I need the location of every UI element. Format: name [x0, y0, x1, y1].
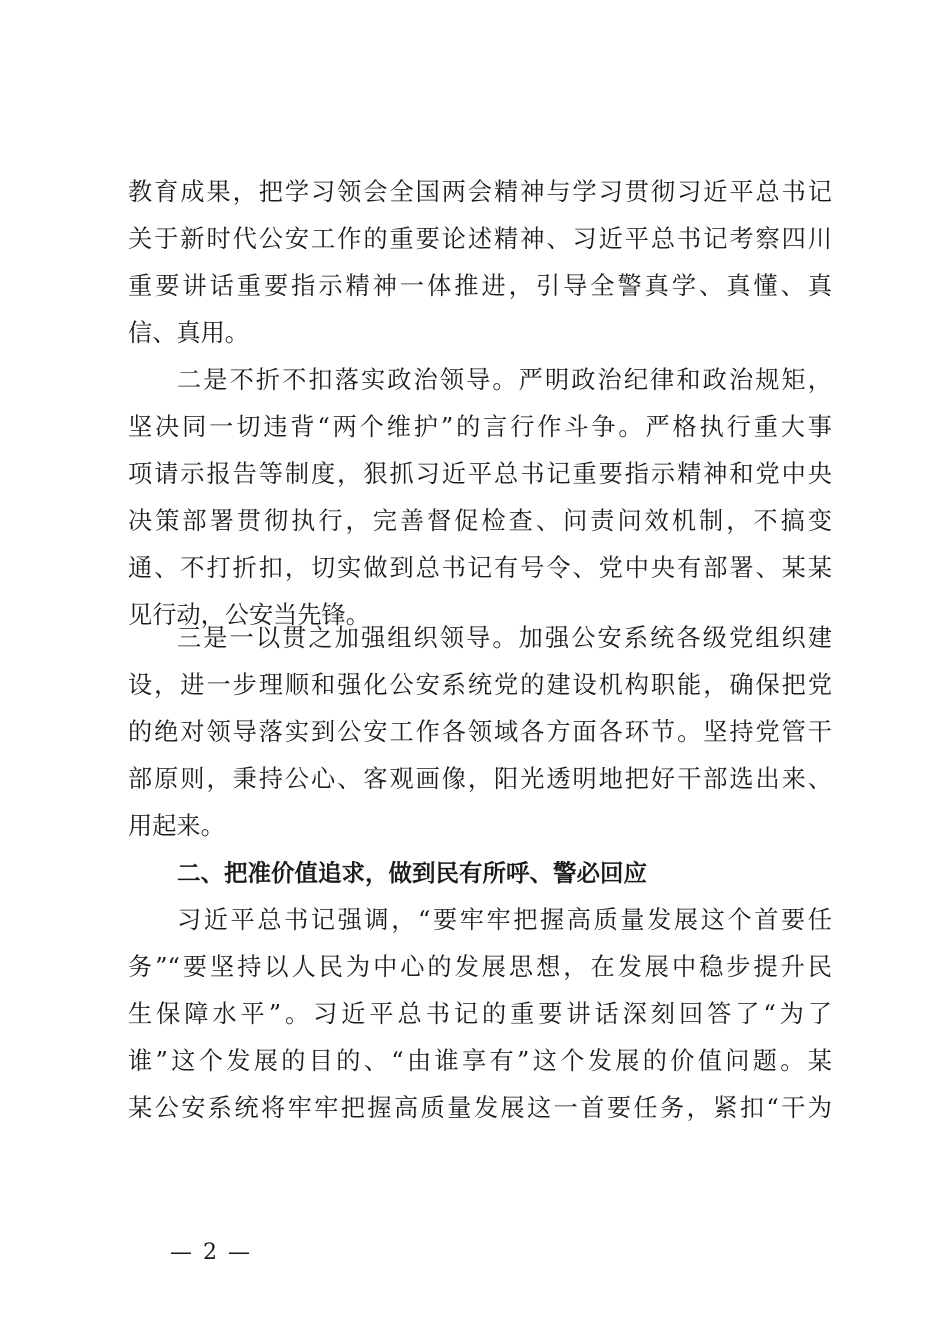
text-line: 用起来。: [128, 812, 225, 840]
text-line: 设，进一步理顺和强化公安系统党的建设机构职能，确保把党: [128, 671, 832, 699]
text-line: 项请示报告等制度，狠抓习近平总书记重要指示精神和党中央: [128, 460, 832, 488]
text-line: 决策部署贯彻执行，完善督促检查、问责问效机制，不搞变: [128, 507, 832, 535]
text-line: 信、真用。: [128, 319, 249, 347]
text-line: 见行动，公安当先锋。: [128, 601, 370, 629]
text-line: 教育成果，把学习领会全国两会精神与学习贯彻习近平总书记: [128, 178, 832, 206]
text-line: 关于新时代公安工作的重要论述精神、习近平总书记考察四川: [128, 225, 832, 253]
text-line: 三是一以贯之加强组织领导。加强公安系统各级党组织建: [177, 624, 832, 652]
text-line: 的绝对领导落实到公安工作各领域各方面各环节。坚持党管干: [128, 718, 832, 746]
text-line: 习近平总书记强调，“要牢牢把握高质量发展这个首要任: [177, 906, 832, 934]
text-line: 生保障水平”。习近平总书记的重要讲话深刻回答了“为了: [128, 1000, 832, 1028]
text-line: 二是不折不扣落实政治领导。严明政治纪律和政治规矩，: [177, 366, 832, 394]
page-number: — 2 —: [170, 1240, 252, 1265]
text-line: 某公安系统将牢牢把握高质量发展这一首要任务，紧扣“干为: [128, 1094, 832, 1122]
text-line: 务”“要坚持以人民为中心的发展思想，在发展中稳步提升民: [128, 953, 832, 981]
text-line: 坚决同一切违背“两个维护”的言行作斗争。严格执行重大事: [128, 413, 832, 441]
section-heading: 二、把准价值追求，做到民有所呼、警必回应: [177, 859, 647, 887]
text-line: 通、不打折扣，切实做到总书记有号令、党中央有部署、某某: [128, 554, 832, 582]
text-line: 重要讲话重要指示精神一体推进，引导全警真学、真懂、真: [128, 272, 832, 300]
text-line: 谁”这个发展的目的、“由谁享有”这个发展的价值问题。某: [128, 1047, 832, 1075]
text-line: 部原则，秉持公心、客观画像，阳光透明地把好干部选出来、: [128, 765, 832, 793]
